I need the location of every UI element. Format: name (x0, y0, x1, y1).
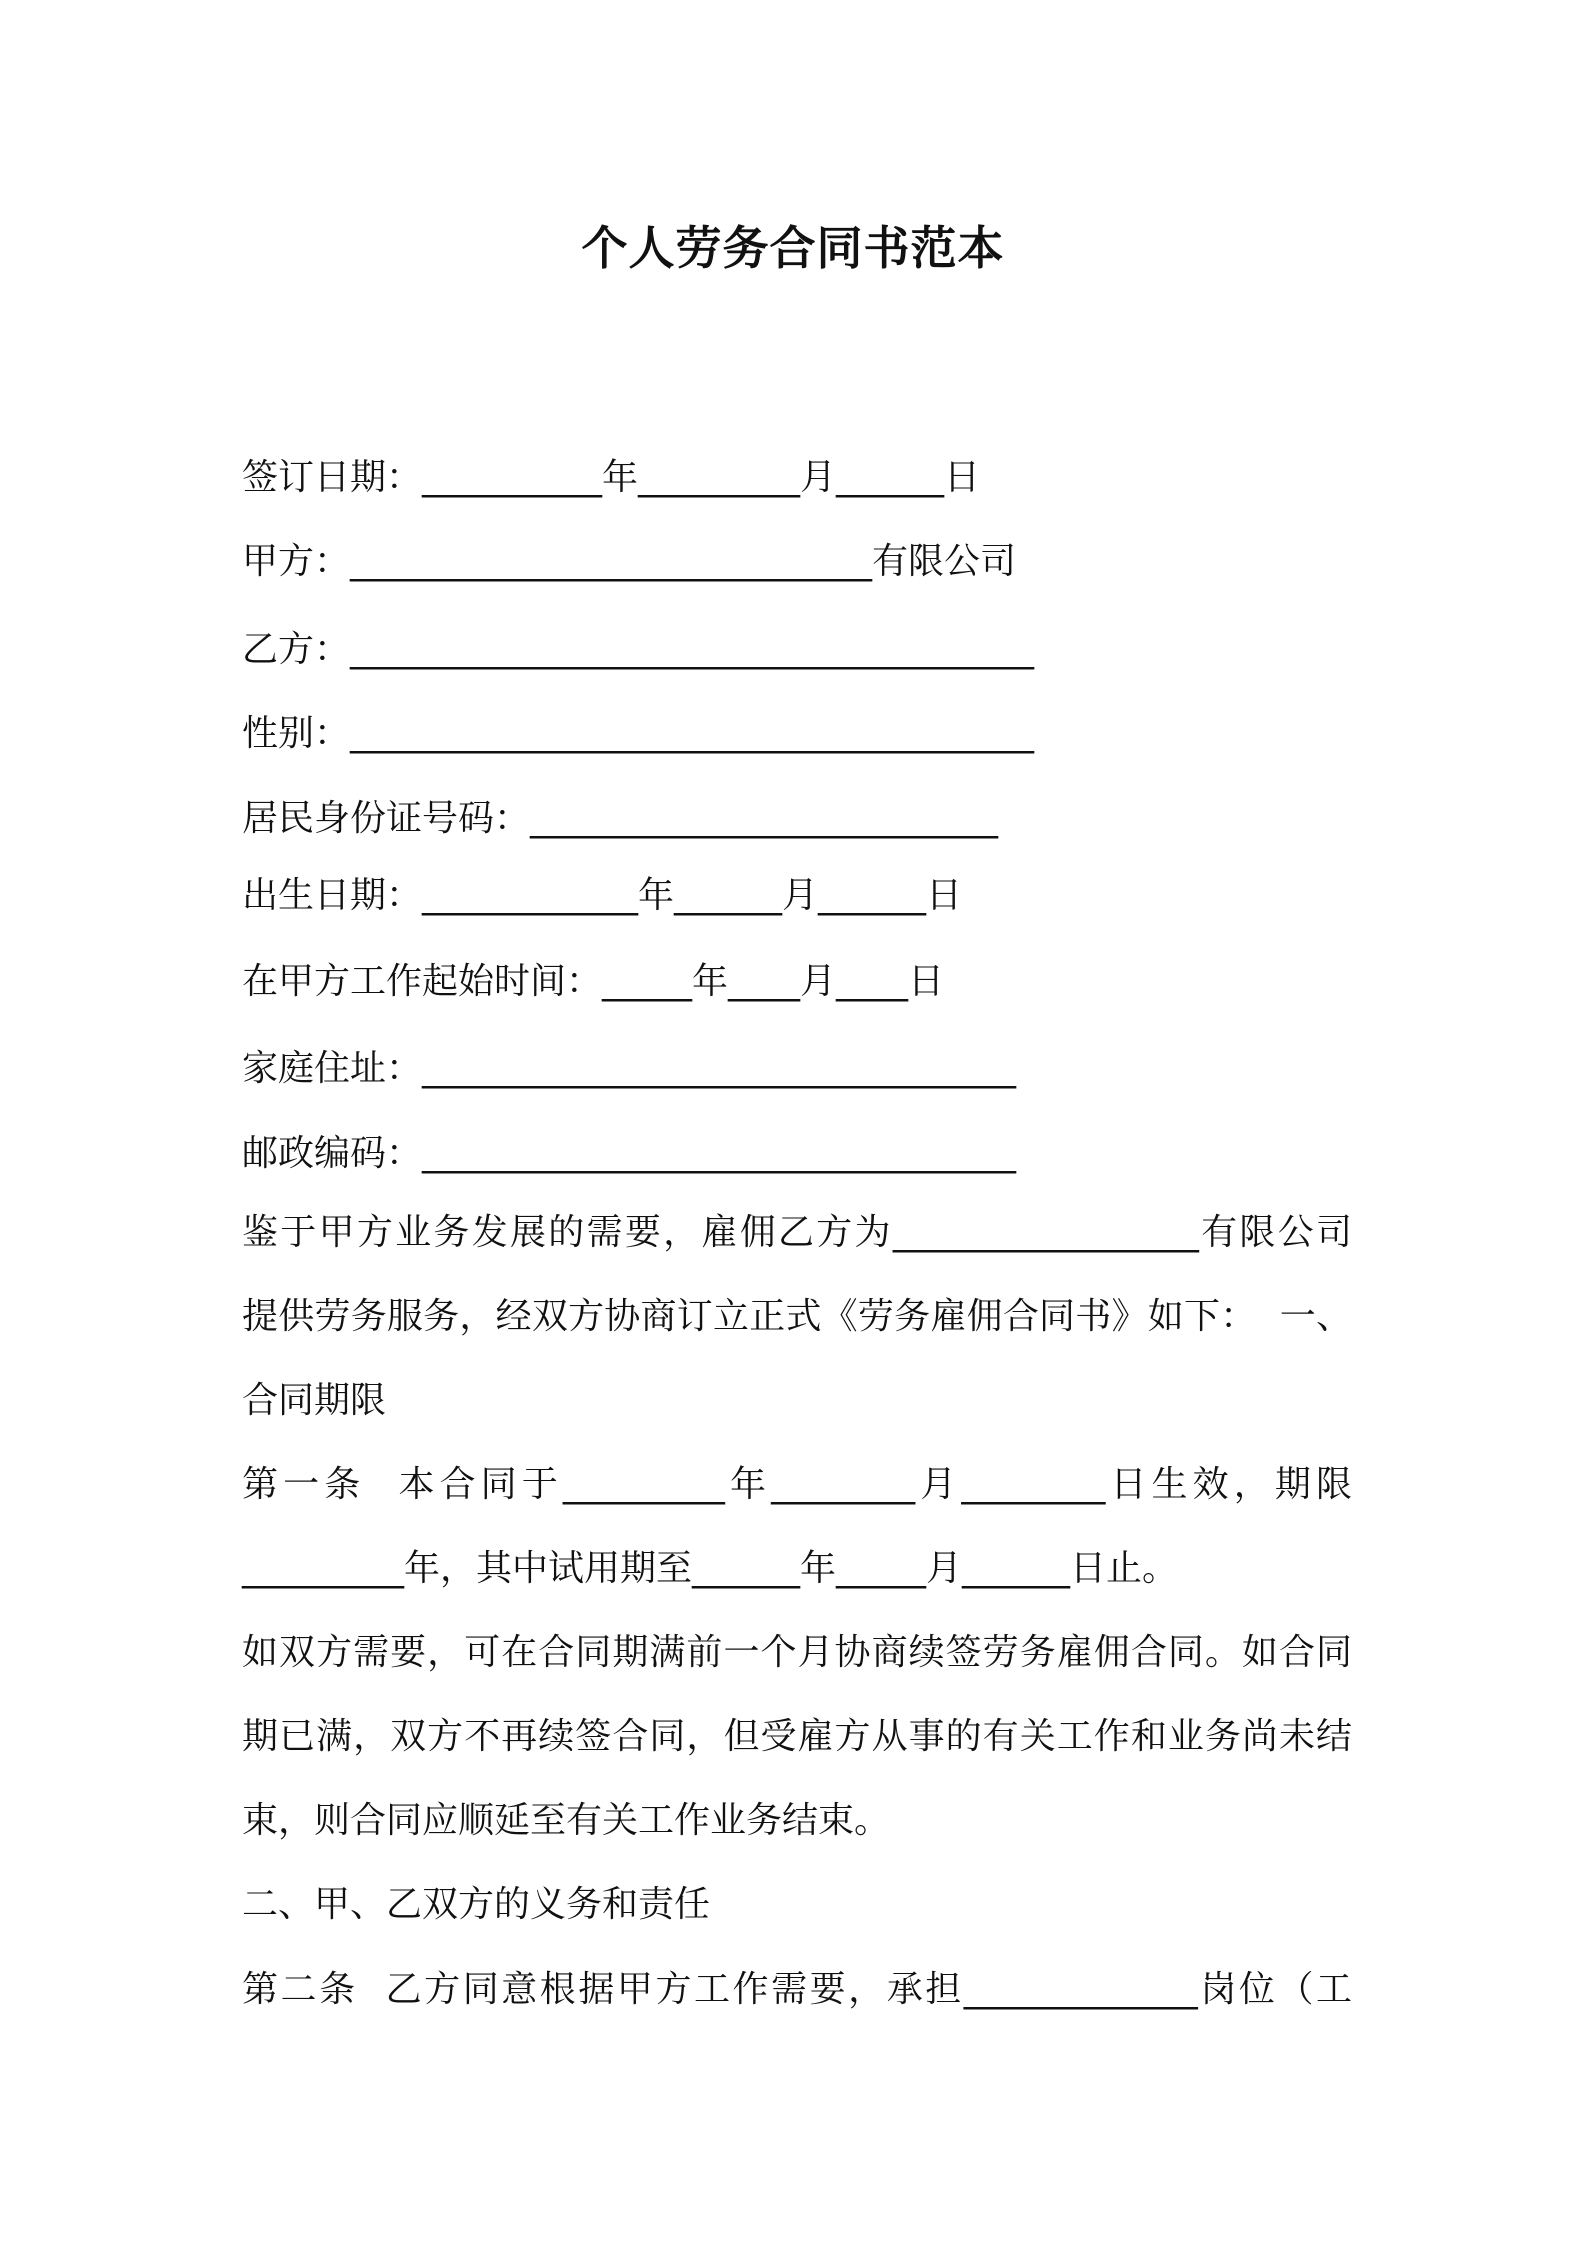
article-1-line-2: _________年，其中试用期至______年_____月______日止。 (242, 1548, 1179, 1589)
party-b-line: 乙方：______________________________________ (242, 629, 1035, 670)
renewal-line-1: 如双方需要，可在合同期满前一个月协商续签劳务雇佣合同。如合同 (242, 1632, 1352, 1673)
renewal-line-2: 期已满，双方不再续签合同，但受雇方从事的有关工作和业务尚未结 (242, 1716, 1352, 1757)
preamble-line-1: 鉴于甲方业务发展的需要，雇佣乙方为_________________有限公司 (242, 1212, 1352, 1253)
birth-date-line: 出生日期：____________年______月______日 (242, 875, 963, 916)
section-heading-duties: 二、甲、乙双方的义务和责任 (242, 1884, 711, 1925)
renewal-line-3: 束，则合同应顺延至有关工作业务结束。 (242, 1800, 891, 1841)
document-title: 个人劳务合同书范本 (581, 221, 1005, 275)
work-start-line: 在甲方工作起始时间：_____年____月____日 (242, 961, 945, 1002)
section-heading-term: 合同期限 (242, 1380, 387, 1421)
gender-line: 性别：______________________________________ (242, 713, 1035, 754)
article-2-line-1: 第二条 乙方同意根据甲方工作需要，承担_____________岗位（工 (242, 1969, 1352, 2010)
home-address-line: 家庭住址：_________________________________ (242, 1048, 1017, 1089)
id-number-line: 居民身份证号码：__________________________ (242, 798, 999, 839)
party-a-line: 甲方：_____________________________有限公司 (242, 541, 1017, 582)
postal-code-line: 邮政编码：_________________________________ (242, 1133, 1017, 1174)
article-1-line-1: 第一条 本合同于_________年________月________日生效，期限 (242, 1464, 1352, 1505)
preamble-line-2: 提供劳务服务，经双方协商订立正式《劳务雇佣合同书》如下： 一、 (242, 1296, 1352, 1337)
signing-date-line: 签订日期：__________年_________月______日 (242, 457, 981, 498)
